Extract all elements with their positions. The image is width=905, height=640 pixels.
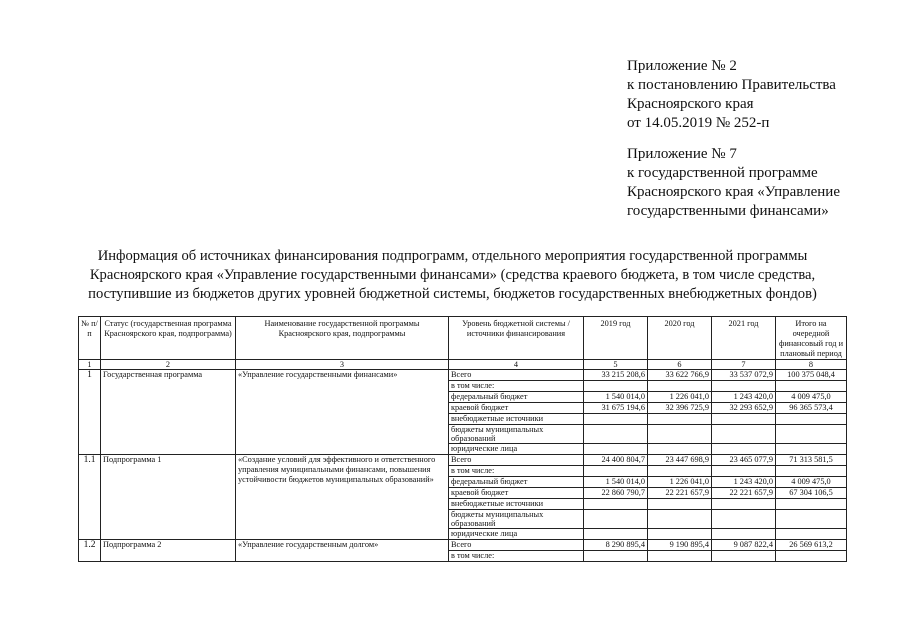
source-label: Всего: [449, 370, 584, 381]
value-total: 4 009 475,0: [776, 392, 847, 403]
value-2019: 1 540 014,0: [584, 392, 648, 403]
value-2019: 31 675 194,6: [584, 403, 648, 414]
column-number: 5: [584, 360, 648, 370]
header-cell: № п/п: [79, 317, 101, 360]
source-label: юридические лица: [449, 444, 584, 455]
source-label: внебюджетные источники: [449, 499, 584, 510]
value-2020: 32 396 725,9: [648, 403, 712, 414]
value-2019: 22 860 790,7: [584, 488, 648, 499]
title-line: поступившие из бюджетов других уровней бюджетной системы, бюджетов государственных внебюджетных фондов): [88, 286, 817, 302]
title-line: Красноярского края «Управление государственными финансами» (средства краевого бюджета, в том числе средства,: [89, 267, 816, 283]
source-label: краевой бюджет: [449, 488, 584, 499]
header-cell: Уровень бюджетной системы / источники финансирования: [449, 317, 584, 360]
value-total: 67 304 106,5: [776, 488, 847, 499]
row-status: Государственная программа: [101, 370, 236, 455]
annex-line: государственными финансами»: [627, 203, 829, 219]
column-number: 7: [712, 360, 776, 370]
row-status: Подпрограмма 2: [101, 540, 236, 562]
source-label: Всего: [449, 540, 584, 551]
row-program-name: «Управление государственными финансами»: [236, 370, 449, 455]
table-row: [79, 455, 847, 466]
source-label: юридические лица: [449, 529, 584, 540]
annex-line: Приложение № 7: [627, 146, 737, 162]
row-index: 1.1: [79, 455, 101, 540]
source-label: федеральный бюджет: [449, 392, 584, 403]
title-line: Информация об источниках финансирования подпрограмм, отдельного мероприятия государственной программы: [97, 248, 808, 264]
financing-table: [78, 316, 847, 562]
value-2019: 1 540 014,0: [584, 477, 648, 488]
value-2021: 22 221 657,9: [712, 488, 776, 499]
document-title: [40, 247, 865, 304]
column-number: 3: [236, 360, 449, 370]
annex-line: к государственной программе: [627, 165, 818, 181]
source-label: бюджеты муниципальных образований: [449, 510, 584, 529]
header-cell: 2020 год: [648, 317, 712, 360]
row-program-name: «Создание условий для эффективного и ответственного управления муниципальными финансами, повышения устойчивости бюджетов муниципальных образований»: [236, 455, 449, 540]
annex-line: к постановлению Правительства: [627, 77, 836, 93]
header-cell: Статус (государственная программа Красноярского края, подпрограмма): [101, 317, 236, 360]
value-2020: 1 226 041,0: [648, 392, 712, 403]
header-cell: 2019 год: [584, 317, 648, 360]
value-2020: 1 226 041,0: [648, 477, 712, 488]
value-total: 96 365 573,4: [776, 403, 847, 414]
value-2020: 22 221 657,9: [648, 488, 712, 499]
column-number: 6: [648, 360, 712, 370]
source-label: краевой бюджет: [449, 403, 584, 414]
source-label: федеральный бюджет: [449, 477, 584, 488]
source-label: Всего: [449, 455, 584, 466]
source-label: бюджеты муниципальных образований: [449, 425, 584, 444]
value-2021: 33 537 072,9: [712, 370, 776, 381]
value-total: 26 569 613,2: [776, 540, 847, 551]
value-2021: 1 243 420,0: [712, 477, 776, 488]
value-2020: 33 622 766,9: [648, 370, 712, 381]
source-label: в том числе:: [449, 381, 584, 392]
header-cell: 2021 год: [712, 317, 776, 360]
annex-line: Красноярского края «Управление: [627, 184, 840, 200]
value-2020: 9 190 895,4: [648, 540, 712, 551]
value-2019: 33 215 208,6: [584, 370, 648, 381]
column-number: 2: [101, 360, 236, 370]
header-cell: Наименование государственной программы Красноярского края, подпрограммы: [236, 317, 449, 360]
value-total: 100 375 048,4: [776, 370, 847, 381]
column-number-row: [79, 360, 847, 370]
annex-line: Красноярского края: [627, 96, 754, 112]
annex-reference-block: [627, 57, 836, 133]
source-label: в том числе:: [449, 551, 584, 562]
value-total: 4 009 475,0: [776, 477, 847, 488]
row-status: Подпрограмма 1: [101, 455, 236, 540]
value-2021: 23 465 077,9: [712, 455, 776, 466]
column-number: 4: [449, 360, 584, 370]
value-2021: 9 087 822,4: [712, 540, 776, 551]
value-2021: 1 243 420,0: [712, 392, 776, 403]
annex-line: Приложение № 2: [627, 58, 737, 74]
row-program-name: «Управление государственным долгом»: [236, 540, 449, 562]
table-row: [79, 540, 847, 551]
row-index: 1.2: [79, 540, 101, 562]
table-row: [79, 370, 847, 381]
source-label: внебюджетные источники: [449, 414, 584, 425]
annex-line: от 14.05.2019 № 252-п: [627, 115, 770, 131]
header-cell: Итого на очередной финансовый год и плановый период: [776, 317, 847, 360]
column-number: 8: [776, 360, 847, 370]
value-2019: 8 290 895,4: [584, 540, 648, 551]
table-header-row: [79, 317, 847, 360]
source-label: в том числе:: [449, 466, 584, 477]
program-annex-block: [627, 145, 840, 221]
value-2020: 23 447 698,9: [648, 455, 712, 466]
value-total: 71 313 581,5: [776, 455, 847, 466]
value-2021: 32 293 652,9: [712, 403, 776, 414]
value-2019: 24 400 804,7: [584, 455, 648, 466]
column-number: 1: [79, 360, 101, 370]
row-index: 1: [79, 370, 101, 455]
